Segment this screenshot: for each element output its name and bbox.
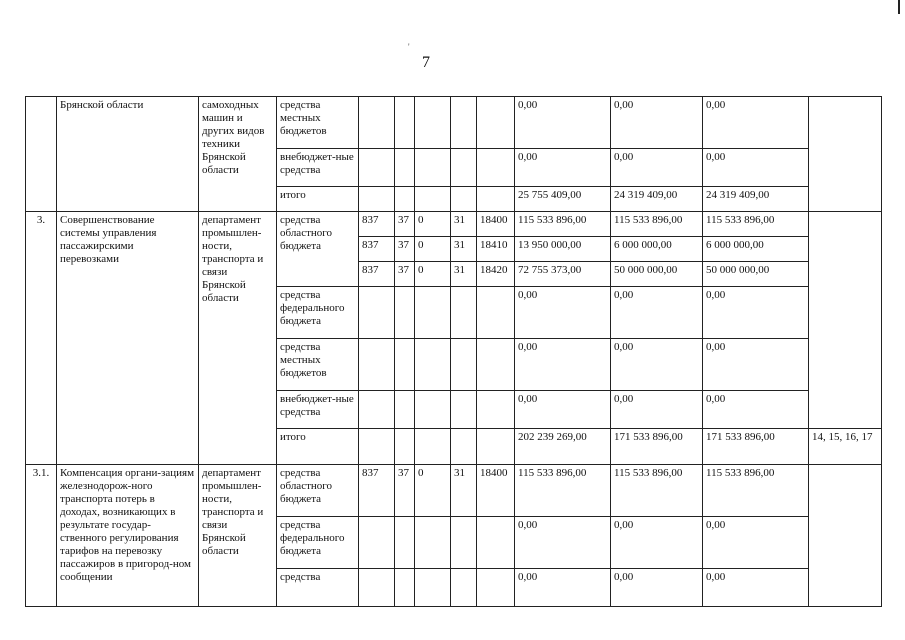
code-vr	[477, 569, 515, 607]
code-rz	[395, 97, 415, 149]
result-indicators	[809, 465, 882, 607]
amount-year-3: 0,00	[703, 569, 809, 607]
code-gr	[359, 429, 395, 465]
code-rz: 37	[395, 212, 415, 237]
amount-year-3: 0,00	[703, 149, 809, 187]
amount-year-1: 72 755 373,00	[515, 262, 611, 287]
amount-year-1: 0,00	[515, 391, 611, 429]
amount-year-2: 115 533 896,00	[611, 465, 703, 517]
scan-edge-mark	[898, 0, 900, 14]
code-csr: 31	[451, 262, 477, 287]
code-pr	[415, 149, 451, 187]
code-gr: 837	[359, 262, 395, 287]
code-vr: 18400	[477, 465, 515, 517]
code-vr: 18420	[477, 262, 515, 287]
code-csr	[451, 339, 477, 391]
code-csr: 31	[451, 237, 477, 262]
code-pr	[415, 517, 451, 569]
executor: самоходных машин и других видов техники Брянской области	[199, 97, 277, 212]
code-vr	[477, 287, 515, 339]
executor: департамент промышлен-ности, транспорта и связи Брянской области	[199, 465, 277, 607]
funding-source: средства областного бюджета	[277, 212, 359, 287]
code-gr: 837	[359, 237, 395, 262]
amount-year-1: 0,00	[515, 149, 611, 187]
amount-year-1: 115 533 896,00	[515, 212, 611, 237]
code-gr	[359, 517, 395, 569]
funding-source: средства федерального бюджета	[277, 517, 359, 569]
funding-source: средства местных бюджетов	[277, 97, 359, 149]
code-rz	[395, 391, 415, 429]
amount-year-1: 0,00	[515, 339, 611, 391]
funding-source: внебюджет-ные средства	[277, 149, 359, 187]
amount-year-1: 25 755 409,00	[515, 187, 611, 212]
code-csr	[451, 429, 477, 465]
code-pr: 0	[415, 465, 451, 517]
code-gr	[359, 97, 395, 149]
scan-tick-mark: '	[408, 42, 410, 52]
funding-source: итого	[277, 429, 359, 465]
amount-year-3: 0,00	[703, 97, 809, 149]
code-csr	[451, 187, 477, 212]
funding-source: средства	[277, 569, 359, 607]
amount-year-2: 0,00	[611, 517, 703, 569]
code-vr	[477, 391, 515, 429]
amount-year-3: 0,00	[703, 517, 809, 569]
measure-name: Брянской области	[57, 97, 199, 212]
amount-year-1: 0,00	[515, 517, 611, 569]
result-indicators: 14, 15, 16, 17	[809, 429, 882, 465]
code-vr	[477, 339, 515, 391]
code-csr: 31	[451, 212, 477, 237]
code-rz: 37	[395, 237, 415, 262]
amount-year-3: 171 533 896,00	[703, 429, 809, 465]
code-pr	[415, 97, 451, 149]
code-pr	[415, 339, 451, 391]
code-vr	[477, 97, 515, 149]
code-pr: 0	[415, 262, 451, 287]
code-gr	[359, 339, 395, 391]
funding-source: средства областного бюджета	[277, 465, 359, 517]
amount-year-2: 24 319 409,00	[611, 187, 703, 212]
amount-year-2: 171 533 896,00	[611, 429, 703, 465]
code-pr	[415, 187, 451, 212]
measure-name: Компенсация органи-зациям железнодорож-ного транспорта потерь в доходах, возникающих в результате государ-ственного регулирования тарифов на перевозку пассажиров в пригород-ном сообщении	[57, 465, 199, 607]
code-pr	[415, 287, 451, 339]
amount-year-2: 6 000 000,00	[611, 237, 703, 262]
amount-year-3: 0,00	[703, 339, 809, 391]
code-pr: 0	[415, 237, 451, 262]
amount-year-1: 0,00	[515, 97, 611, 149]
code-rz	[395, 287, 415, 339]
code-csr: 31	[451, 465, 477, 517]
page-number: 7	[422, 54, 430, 71]
code-gr	[359, 149, 395, 187]
amount-year-1: 0,00	[515, 569, 611, 607]
funding-source: средства федерального бюджета	[277, 287, 359, 339]
amount-year-3: 24 319 409,00	[703, 187, 809, 212]
code-vr	[477, 149, 515, 187]
code-vr	[477, 429, 515, 465]
amount-year-2: 0,00	[611, 339, 703, 391]
code-vr: 18410	[477, 237, 515, 262]
amount-year-2: 0,00	[611, 287, 703, 339]
amount-year-1: 0,00	[515, 287, 611, 339]
code-gr	[359, 569, 395, 607]
amount-year-3: 6 000 000,00	[703, 237, 809, 262]
budget-table	[25, 96, 882, 607]
code-rz: 37	[395, 465, 415, 517]
code-pr	[415, 569, 451, 607]
table-row	[26, 97, 882, 149]
code-vr: 18400	[477, 212, 515, 237]
code-rz: 37	[395, 262, 415, 287]
measure-name: Совершенствование системы управления пассажирскими перевозками	[57, 212, 199, 465]
code-vr	[477, 517, 515, 569]
table-row	[26, 212, 882, 237]
code-rz	[395, 339, 415, 391]
code-csr	[451, 287, 477, 339]
amount-year-3: 0,00	[703, 287, 809, 339]
result-indicators	[809, 212, 882, 429]
amount-year-2: 0,00	[611, 569, 703, 607]
code-gr: 837	[359, 465, 395, 517]
funding-source: итого	[277, 187, 359, 212]
result-indicators	[809, 97, 882, 212]
amount-year-1: 115 533 896,00	[515, 465, 611, 517]
funding-source: внебюджет-ные средства	[277, 391, 359, 429]
code-gr	[359, 187, 395, 212]
code-rz	[395, 187, 415, 212]
code-rz	[395, 517, 415, 569]
code-pr	[415, 391, 451, 429]
code-gr	[359, 287, 395, 339]
amount-year-2: 0,00	[611, 149, 703, 187]
code-gr: 837	[359, 212, 395, 237]
funding-source: средства местных бюджетов	[277, 339, 359, 391]
code-rz	[395, 429, 415, 465]
amount-year-1: 202 239 269,00	[515, 429, 611, 465]
row-index: 3.1.	[26, 465, 57, 607]
code-csr	[451, 149, 477, 187]
amount-year-2: 0,00	[611, 391, 703, 429]
code-gr	[359, 391, 395, 429]
amount-year-3: 50 000 000,00	[703, 262, 809, 287]
row-index: 3.	[26, 212, 57, 465]
code-csr	[451, 391, 477, 429]
amount-year-3: 115 533 896,00	[703, 212, 809, 237]
amount-year-2: 0,00	[611, 97, 703, 149]
amount-year-3: 0,00	[703, 391, 809, 429]
code-vr	[477, 187, 515, 212]
code-csr	[451, 569, 477, 607]
amount-year-2: 50 000 000,00	[611, 262, 703, 287]
code-csr	[451, 97, 477, 149]
code-pr: 0	[415, 212, 451, 237]
code-rz	[395, 569, 415, 607]
code-pr	[415, 429, 451, 465]
code-rz	[395, 149, 415, 187]
row-index	[26, 97, 57, 212]
executor: департамент промышлен-ности, транспорта и связи Брянской области	[199, 212, 277, 465]
code-csr	[451, 517, 477, 569]
amount-year-3: 115 533 896,00	[703, 465, 809, 517]
table-row	[26, 465, 882, 517]
amount-year-1: 13 950 000,00	[515, 237, 611, 262]
amount-year-2: 115 533 896,00	[611, 212, 703, 237]
